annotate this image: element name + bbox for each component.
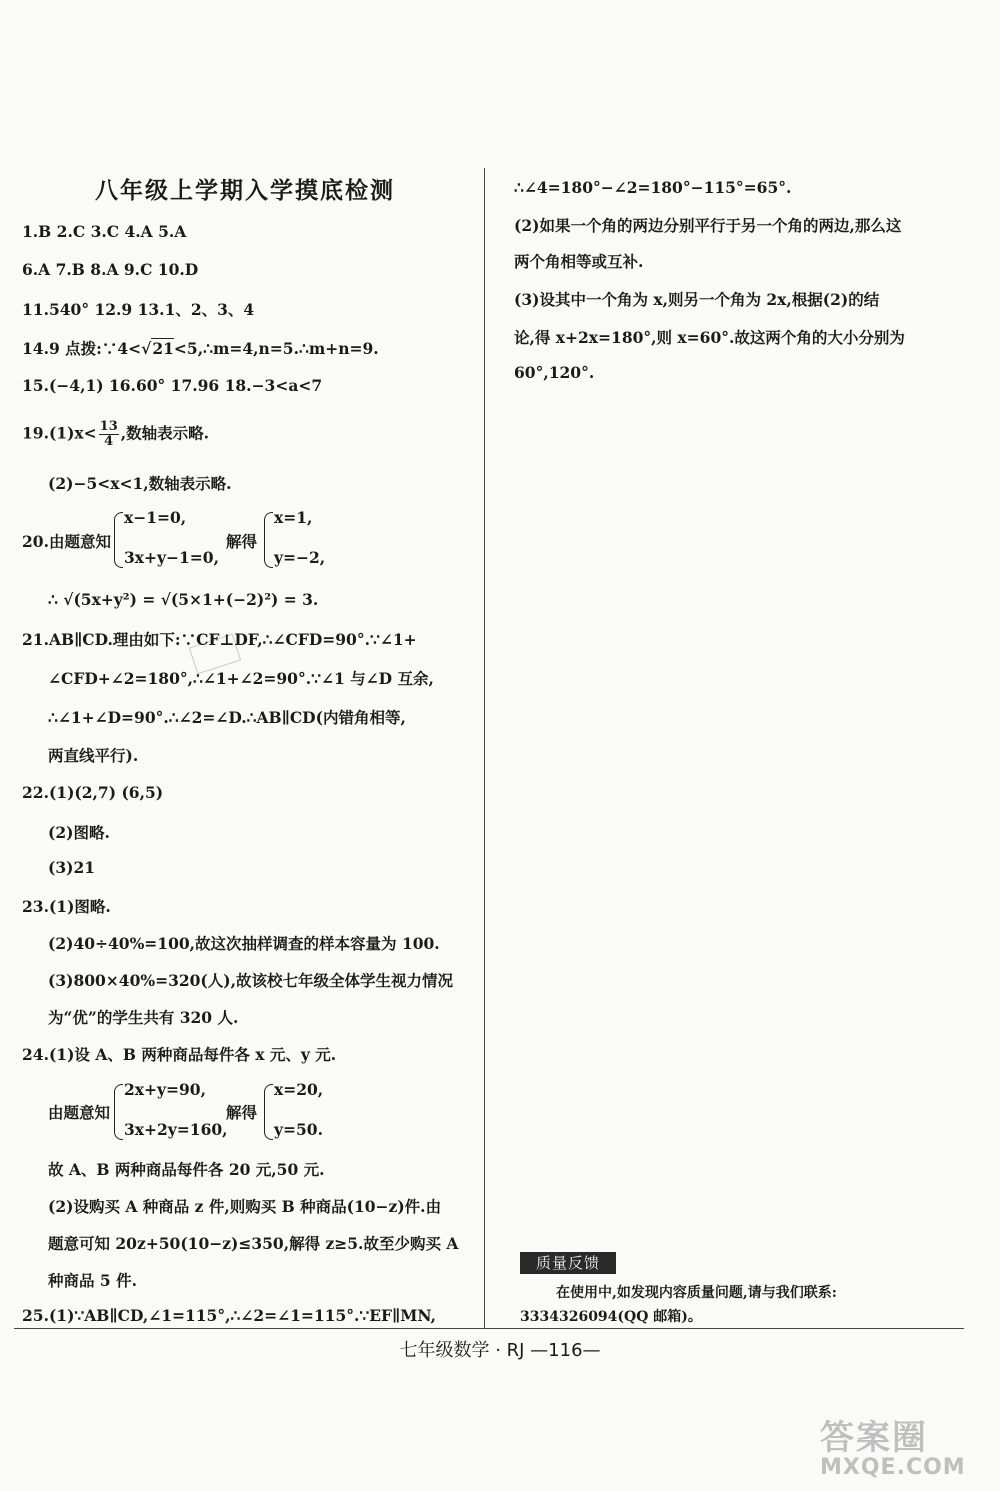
equation: x=20, (274, 1080, 324, 1099)
left-brace (264, 512, 273, 568)
answer-line: 论,得 x+2x=180°,则 x=60°.故这两个角的大小分别为 (514, 328, 905, 347)
answer-line: 题意可知 20z+50(10−z)≤350,解得 z≥5.故至少购买 A (48, 1234, 459, 1253)
answer-line: (2)40÷40%=100,故这次抽样调查的样本容量为 100. (48, 934, 440, 953)
answer-line: (3)800×40%=320(人),故该校七年级全体学生视力情况 (48, 971, 453, 990)
quality-feedback-badge: 质量反馈 (520, 1252, 616, 1274)
answer-line: 6.A 7.B 8.A 9.C 10.D (22, 260, 199, 279)
answer-line: ∴ √(5x+y²) = √(5×1+(−2)²) = 3. (48, 590, 319, 609)
answer-line: 24.(1)设 A、B 两种商品每件各 x 元、y 元. (22, 1045, 337, 1064)
left-brace (114, 1084, 123, 1140)
answer-line: ∠CFD+∠2=180°,∴∠1+∠2=90°.∵∠1 与∠D 互余, (48, 669, 434, 688)
left-brace (264, 1084, 273, 1140)
equation: x=1, (274, 508, 313, 527)
site-watermark (820, 1410, 990, 1480)
answer-line: (3)21 (48, 858, 96, 877)
equation: y=50. (274, 1120, 323, 1139)
answer-line: 两个角相等或互补. (514, 252, 644, 271)
answer-line: 11.540° 12.9 13.1、2、3、4 (22, 300, 255, 319)
fraction (99, 420, 119, 449)
page-title: 八年级上学期入学摸底检测 (95, 178, 395, 204)
answer-text: 解得 (226, 1103, 258, 1122)
equation: 2x+y=90, (124, 1080, 206, 1099)
watermark-logo-text: 答案圈 (820, 1418, 928, 1458)
answer-line: 1.B 2.C 3.C 4.A 5.A (22, 222, 187, 241)
answer-prefix: 20.由题意知 (22, 532, 111, 551)
column-divider (484, 168, 485, 1328)
answer-prefix: 由题意知 (48, 1103, 111, 1122)
footer-divider (14, 1328, 964, 1329)
answer-line-14: 14.9 点拨:∵4<√21<5,∴m=4,n=5.∴m+n=9. (22, 339, 379, 358)
fraction-denominator: 4 (104, 434, 114, 449)
feedback-contact: 3334326094(QQ 邮箱)。 (520, 1309, 702, 1325)
answer-line: 22.(1)(2,7) (6,5) (22, 783, 164, 802)
answer-line: ∴∠1+∠D=90°.∴∠2=∠D.∴AB∥CD(内错角相等, (48, 708, 406, 727)
answer-line: 60°,120°. (514, 363, 595, 382)
equation: 3x+2y=160, (124, 1120, 228, 1139)
answer-line: ∴∠4=180°−∠2=180°−115°=65°. (514, 178, 792, 197)
page-footer: 七年级数学 · RJ —116— (399, 1340, 601, 1361)
answer-line: 为“优”的学生共有 320 人. (48, 1008, 239, 1027)
answer-text: 解得 (226, 532, 258, 551)
answer-line: 25.(1)∵AB∥CD,∠1=115°,∴∠2=∠1=115°.∵EF∥MN, (22, 1306, 436, 1325)
answer-line: 故 A、B 两种商品每件各 20 元,50 元. (48, 1160, 325, 1179)
answer-line: (3)设其中一个角为 x,则另一个角为 2x,根据(2)的结 (514, 290, 880, 309)
watermark-domain: MXQE.COM (820, 1455, 966, 1480)
left-brace (114, 512, 123, 568)
fraction-numerator: 13 (99, 419, 118, 434)
answer-line-19 (22, 420, 209, 449)
answer-text: ,数轴表示略. (120, 423, 210, 443)
answer-text: 14.9 点拨:∵4< (22, 339, 142, 358)
answer-line: 23.(1)图略. (22, 897, 111, 916)
answer-line: (2)图略. (48, 823, 110, 842)
equation: y=−2, (274, 548, 326, 567)
answer-text: 19.(1)x< (22, 423, 97, 443)
answer-line: (2)设购买 A 种商品 z 件,则购买 B 种商品(10−z)件.由 (48, 1197, 442, 1216)
answer-text: <5,∴m=4,n=5.∴m+n=9. (173, 339, 379, 358)
answer-line: 21.AB∥CD.理由如下:∵CF⊥DF,∴∠CFD=90°.∵∠1+ (22, 630, 417, 649)
sqrt-radicand: 21 (152, 339, 174, 358)
answer-line: (2)如果一个角的两边分别平行于另一个角的两边,那么这 (514, 216, 902, 235)
equation: 3x+y−1=0, (124, 548, 219, 567)
feedback-note: 在使用中,如发现内容质量问题,请与我们联系: (556, 1285, 837, 1301)
answer-line: 种商品 5 件. (48, 1271, 137, 1290)
equation: x−1=0, (124, 508, 187, 527)
answer-line: 15.(−4,1) 16.60° 17.96 18.−3<a<7 (22, 376, 323, 395)
answer-line: 两直线平行). (48, 746, 139, 765)
answer-line: (2)−5<x<1,数轴表示略. (48, 474, 232, 493)
